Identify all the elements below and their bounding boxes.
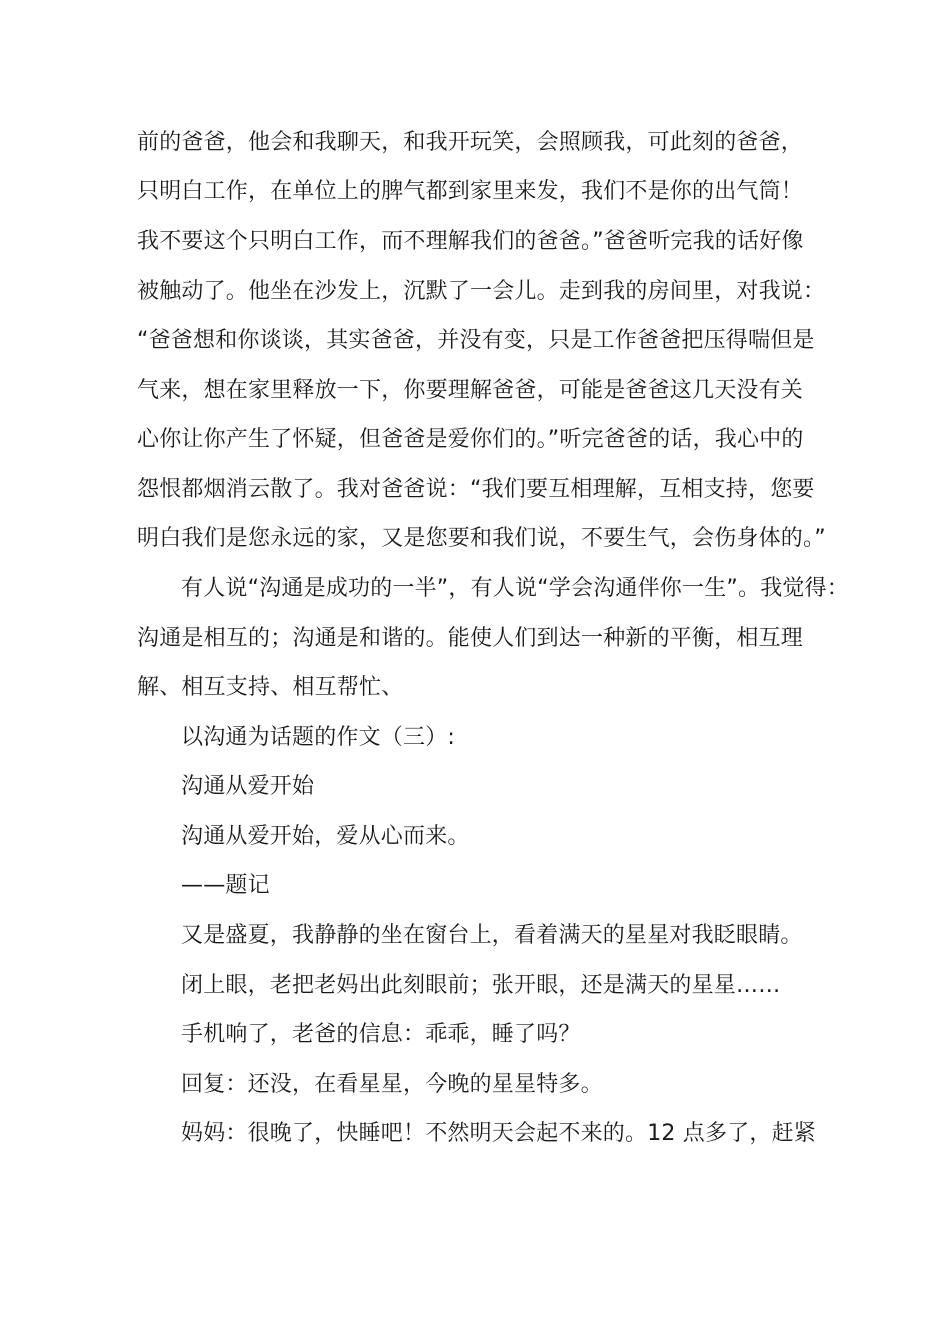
text-line: 回复：还没，在看星星，今晚的星星特多。 <box>181 1072 603 1097</box>
text-line: 我不要这个只明白工作，而不理解我们的爸爸。”爸爸听完我的话好像 <box>137 229 804 254</box>
text-line: 手机响了，老爸的信息：乖乖，睡了吗？ <box>181 1022 581 1047</box>
text-line: 解、相互支持、相互帮忙、 <box>137 675 404 700</box>
text-line: 怨恨都烟消云散了。我对爸爸说：“我们要互相理解，互相支持，您要 <box>137 477 815 502</box>
text-line: 有人说“沟通是成功的一半”，有人说“学会沟通伴你一生”。我觉得： <box>181 576 849 601</box>
text-line: 气来，想在家里释放一下，你要理解爸爸，可能是爸爸这几天没有关 <box>137 378 804 403</box>
essay-title: 沟通从爱开始 <box>181 774 315 799</box>
text-line: 被触动了。他坐在沙发上，沉默了一会儿。走到我的房间里，对我说： <box>137 279 826 304</box>
text-line: 心你让你产生了怀疑，但爸爸是爱你们的。”听完爸爸的话，我心中的 <box>137 427 804 452</box>
text-line: 妈妈：很晚了，快睡吧！不然明天会起不来的。12 点多了，赶紧 <box>181 1121 816 1146</box>
text-line: “爸爸想和你谈谈，其实爸爸，并没有变，只是工作爸爸把压得喘但是 <box>137 328 815 353</box>
epigraph-attribution: ——题记 <box>181 873 270 898</box>
text-line: 又是盛夏，我静静的坐在窗台上，看着满天的星星对我眨眼睛。 <box>181 923 803 948</box>
text-line: 前的爸爸，他会和我聊天，和我开玩笑，会照顾我，可此刻的爸爸， <box>137 130 804 155</box>
text-line: 沟通是相互的；沟通是和谐的。能使人们到达一种新的平衡，相互理 <box>137 626 804 651</box>
epigraph: 沟通从爱开始，爱从心而来。 <box>181 824 470 849</box>
text-line: 闭上眼，老把老妈出此刻眼前；张开眼，还是满天的星星…… <box>181 973 781 998</box>
text-line: 明白我们是您永远的家，又是您要和我们说，不要生气，会伤身体的。” <box>137 526 826 551</box>
text-line: 只明白工作，在单位上的脾气都到家里来发，我们不是你的出气筒！ <box>137 179 804 204</box>
section-heading: 以沟通为话题的作文（三）: <box>181 725 456 750</box>
